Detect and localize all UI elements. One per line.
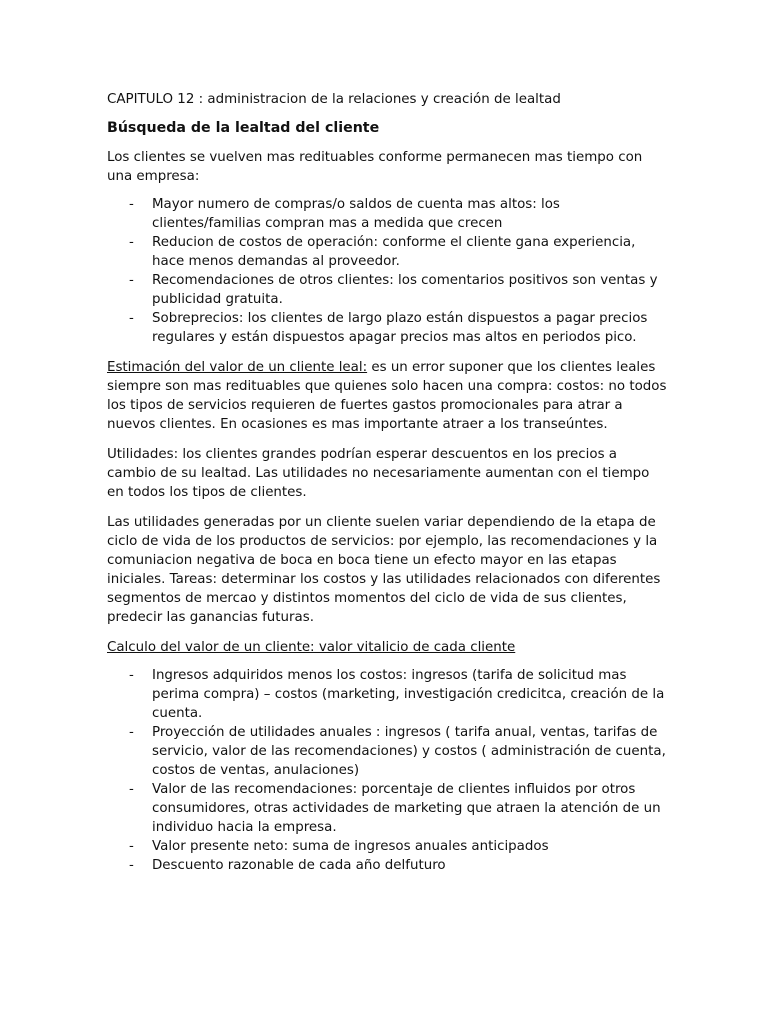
list-item: - Recomendaciones de otros clientes: los comentarios positivos son ventas y publicidad gratuita.	[107, 271, 667, 309]
estimation-title: Estimación del valor de un cliente leal:	[107, 360, 368, 375]
list-item: - Ingresos adquiridos menos los costos: ingresos (tarifa de solicitud mas perima compra) – costos (marketing, investigación credicitca, creación de la cuenta.	[107, 666, 667, 723]
benefits-list	[107, 195, 667, 347]
list-item: - Mayor numero de compras/o saldos de cuenta mas altos: los clientes/familias compran mas a medida que crecen	[107, 195, 667, 233]
list-item: - Valor presente neto: suma de ingresos anuales anticipados	[107, 837, 667, 856]
document-page	[107, 90, 667, 886]
intro-paragraph: Los clientes se vuelven mas redituables conforme permanecen mas tiempo con una empresa:	[107, 150, 643, 184]
utilities-paragraph: Utilidades: los clientes grandes podrían esperar descuentos en los precios a cambio de su lealtad. Las utilidades no necesariamente aumentan con el tiempo en todos los tipos de clientes.	[107, 447, 650, 500]
list-item: - Valor de las recomendaciones: porcentaje de clientes influidos por otros consumidores, otras actividades de marketing que atraen la atención de un individuo hacia la empresa.	[107, 780, 667, 837]
section-heading: Búsqueda de la lealtad del cliente	[107, 120, 380, 136]
list-item: - Descuento razonable de cada año delfuturo	[107, 856, 667, 875]
estimation-text: es un error suponer que los clientes leales siempre son mas redituables que quienes solo hacen una compra: costos: no todos los tipos de servicios requieren de fuertes gastos promocionales para atrar a nuevos clientes. En ocasiones es mas importante atraer a los transeúntes.	[107, 360, 667, 432]
list-item: - Sobreprecios: los clientes de largo plazo están dispuestos a pagar precios regulares y están dispuestos apagar precios mas altos en periodos pico.	[107, 309, 667, 347]
chapter-title: CAPITULO 12 : administracion de la relaciones y creación de lealtad	[107, 92, 561, 107]
estimation-paragraph	[107, 358, 667, 434]
calc-list	[107, 666, 667, 875]
lifecycle-paragraph: Las utilidades generadas por un cliente suelen variar dependiendo de la etapa de ciclo de vida de los productos de servicios: por ejemplo, las recomendaciones y la comuniacion negativa de boca en boca tiene un efecto mayor en las etapas iniciales. Tareas: determinar los costos y las utilidades relacionados con diferentes segmentos de mercao y distintos momentos del ciclo de vida de sus clientes, predecir las ganancias futuras.	[107, 515, 661, 625]
list-item: - Proyección de utilidades anuales : ingresos ( tarifa anual, ventas, tarifas de servicio, valor de las recomendaciones) y costos ( administración de cuenta, costos de ventas, anulaciones)	[107, 723, 667, 780]
list-item: - Reducion de costos de operación: conforme el cliente gana experiencia, hace menos demandas al proveedor.	[107, 233, 667, 271]
calc-title: Calculo del valor de un cliente: valor vitalicio de cada cliente	[107, 640, 516, 655]
